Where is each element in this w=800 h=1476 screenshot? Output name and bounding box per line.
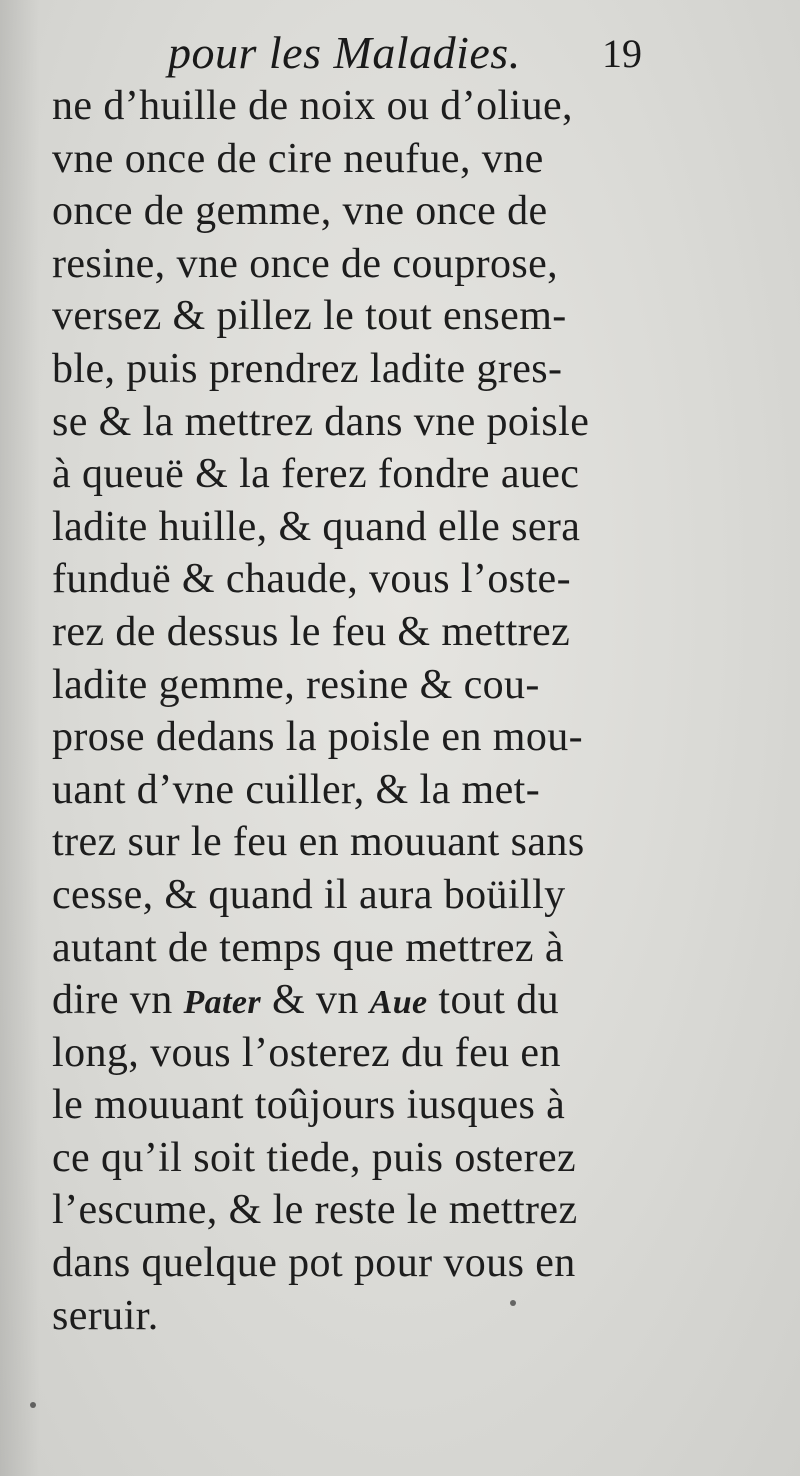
text-line: ladite huille, & quand elle sera xyxy=(52,503,581,550)
text-line: funduë & chaude, vous l’oste- xyxy=(52,556,571,603)
text-line: à queuë & la ferez fondre auec xyxy=(52,451,580,498)
text-line: se & la mettrez dans vne poisle xyxy=(52,398,590,445)
text-line: dans quelque pot pour vous en xyxy=(52,1240,576,1287)
page-header xyxy=(0,14,800,84)
page-number: 19 xyxy=(602,31,642,76)
line-segment: tout du xyxy=(427,977,560,1024)
running-title: pour les Maladies. xyxy=(168,27,521,78)
text-line: ladite gemme, resine & cou- xyxy=(52,661,540,708)
text-line: uant d’vne cuiller, & la met- xyxy=(52,766,541,813)
text-line: autant de temps que mettrez à xyxy=(52,924,564,971)
italic-aue: Aue xyxy=(369,984,428,1022)
text-line: once de gemme, vne once de xyxy=(52,188,548,235)
ink-speck xyxy=(510,1300,516,1306)
text-line: prose dedans la poisle en mou- xyxy=(52,714,584,761)
body-text xyxy=(52,80,672,1342)
text-line: le mouuant toûjours iusques à xyxy=(52,1082,566,1129)
line-segment: dire vn xyxy=(52,977,184,1024)
text-line: l’escume, & le reste le mettrez xyxy=(52,1187,578,1234)
text-line: long, vous l’osterez du feu en xyxy=(52,1029,561,1076)
line-segment: & vn xyxy=(261,977,370,1024)
text-line: seruir. xyxy=(52,1292,159,1339)
text-line: versez & pillez le tout ensem- xyxy=(52,293,567,340)
text-line: rez de dessus le feu & mettrez xyxy=(52,608,571,655)
text-line: ble, puis prendrez ladite gres- xyxy=(52,345,563,392)
text-line: trez sur le feu en mouuant sans xyxy=(52,819,585,866)
page-gutter-shadow xyxy=(0,0,40,1476)
text-line: cesse, & quand il aura boüilly xyxy=(52,871,566,918)
ink-speck xyxy=(30,1402,36,1408)
text-line: resine, vne once de couprose, xyxy=(52,240,559,287)
text-line-with-italics xyxy=(52,974,672,1027)
text-line: ce qu’il soit tiede, puis osterez xyxy=(52,1134,577,1181)
italic-pater: Pater xyxy=(183,984,262,1022)
text-line: ne d’huille de noix ou d’oliue, xyxy=(52,83,573,129)
text-line: vne once de cire neufue, vne xyxy=(52,135,544,182)
